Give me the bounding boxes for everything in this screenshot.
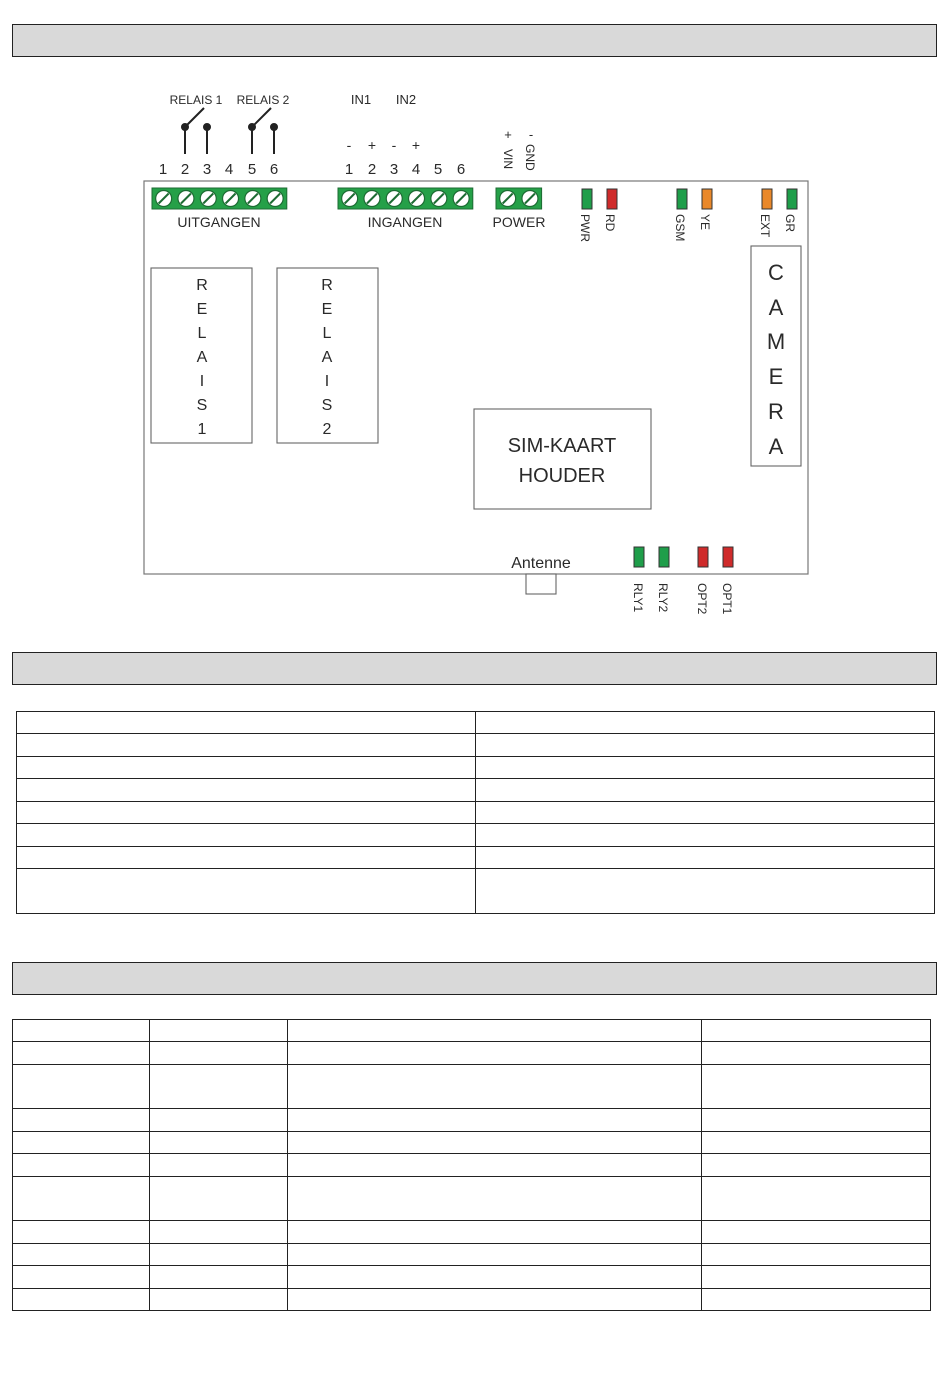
input-terminal-block [338,188,473,209]
table-cell [13,1177,150,1221]
table-cell [17,757,476,779]
camera-letter: E [768,364,784,389]
table-row [13,1177,931,1221]
power-pin-vin: VIN [501,149,515,170]
table-cell [13,1042,150,1065]
terminal-screw [431,191,447,207]
led-gr-light [787,189,797,209]
led-gsm-label: GSM [673,214,687,242]
table-cell [288,1289,702,1311]
power-polarity-minus: - [528,127,534,142]
table-cell [150,1221,288,1244]
terminal-screw [245,191,261,207]
table-cell [13,1266,150,1289]
table-cell [150,1065,288,1109]
led-opt1-light [723,547,733,567]
input-polarity: - [391,137,397,153]
relais-2-letter: A [321,349,333,366]
power-polarity-plus: + [504,127,512,142]
led-pwr-label: PWR [578,214,592,242]
table-row [13,1266,931,1289]
terminal-screw [453,191,469,207]
table-cell [150,1020,288,1042]
table-cell [288,1065,702,1109]
table-cell [288,1244,702,1266]
table-cell [13,1154,150,1177]
table-cell [288,1266,702,1289]
table-cell [17,712,476,734]
output-terminal-numbers [159,161,278,178]
relais-2-letter: E [321,301,333,318]
table-cell [476,869,935,914]
led-rly2-light [659,547,669,567]
input-terminal-number: 3 [389,161,399,178]
table-cell [150,1244,288,1266]
led-gsm-light [677,189,687,209]
table-cell [702,1109,931,1132]
relais-1-letter: L [197,325,207,342]
table-row [13,1065,931,1109]
in1-label: IN1 [350,92,372,107]
table-cell [702,1065,931,1109]
camera-letter: R [768,399,784,424]
table-cell [476,824,935,847]
led-rly1-label: RLY1 [631,583,645,613]
table-cell [476,779,935,802]
table-cell [476,802,935,824]
terminal-screw [178,191,194,207]
antenna-label: Antenne [511,555,571,572]
table-cell [17,847,476,869]
table-row [13,1109,931,1132]
board-outline [144,181,808,574]
terminal-screw [409,191,425,207]
led-rly1-light [634,547,644,567]
output-terminal-number: 4 [224,161,234,178]
table-cell [702,1020,931,1042]
table-cell [13,1132,150,1154]
terminal-screw [500,191,516,207]
led-rly2-label: RLY2 [656,583,670,613]
table-cell [150,1109,288,1132]
table-cell [476,734,935,757]
table-cell [150,1042,288,1065]
table-cell [13,1244,150,1266]
table-row [13,1221,931,1244]
power-group-label: POWER [492,214,546,230]
led-gr-label: GR [783,214,797,232]
table-cell [702,1042,931,1065]
relais-2-letter: I [324,373,330,390]
table-row [17,847,935,869]
table-row [13,1042,931,1065]
table-cell [702,1289,931,1311]
relais-2-letter: 2 [322,421,332,438]
relais-1-label: RELAIS 1 [169,93,223,107]
table-cell [17,824,476,847]
terminal-screw [386,191,402,207]
section-header-band-2 [12,652,937,685]
input-polarity: + [367,137,377,153]
table-cell [288,1154,702,1177]
led-ext-light [762,189,772,209]
output-terminal-number: 5 [247,161,257,178]
output-terminal-number: 3 [202,161,212,178]
led-ye-light [702,189,712,209]
output-terminal-block [152,188,287,209]
table-cell [702,1221,931,1244]
table-cell [150,1177,288,1221]
table-cell [702,1244,931,1266]
relais-1-letter: A [196,349,208,366]
input-terminal-number: 1 [344,161,354,178]
led-opt2-label: OPT2 [695,583,709,615]
inputs-group-label: INGANGEN [367,214,443,230]
relais-1-letter: E [196,301,208,318]
relais-2-box-text [321,277,333,438]
table-row [17,824,935,847]
board-diagram [0,0,950,640]
input-terminal-number: 4 [411,161,421,178]
input-terminal-numbers [345,161,465,178]
relais-1-letter: I [199,373,205,390]
relais-2-label: RELAIS 2 [236,93,290,107]
table-cell [288,1020,702,1042]
led-rd-label: RD [603,214,617,232]
terminal-screw [223,191,239,207]
table-cell [13,1020,150,1042]
table-row [17,779,935,802]
relay-1-contact-symbol [182,108,210,154]
table-cell [17,779,476,802]
relais-2-letter: S [321,397,333,414]
table-cell [288,1042,702,1065]
led-ye-label: YE [698,214,712,231]
table-cell [13,1065,150,1109]
table-cell [17,802,476,824]
input-polarity-signs [347,137,420,153]
table-row [13,1132,931,1154]
camera-letter: M [766,329,786,354]
output-terminal-number: 6 [269,161,279,178]
table-row [13,1244,931,1266]
table-cell [288,1221,702,1244]
table-cell [476,712,935,734]
sim-holder-line-1: SIM-KAART [507,435,617,457]
input-terminal-number: 6 [456,161,466,178]
table-2 [12,1019,931,1311]
table-row [13,1154,931,1177]
relay-2-contact-symbol [249,108,277,154]
relais-1-letter: 1 [197,421,207,438]
table-row [17,869,935,914]
terminal-screw [156,191,172,207]
relais-2-letter: R [321,277,333,294]
table-row [17,712,935,734]
led-opt2-light [698,547,708,567]
led-rd-light [607,189,617,209]
table-cell [150,1154,288,1177]
sim-holder-line-2: HOUDER [518,465,606,487]
table-cell [476,757,935,779]
table-cell [13,1289,150,1311]
section-header-band-3 [12,962,937,995]
table-cell [150,1289,288,1311]
table-cell [13,1109,150,1132]
antenna-connector [526,574,556,594]
table-cell [288,1109,702,1132]
led-ext-label: EXT [758,214,772,238]
terminal-screw [522,191,538,207]
in2-label: IN2 [395,92,417,107]
terminal-screw [267,191,283,207]
table-cell [702,1177,931,1221]
camera-letter: A [768,295,784,320]
input-polarity: - [346,137,352,153]
relais-2-letter: L [322,325,332,342]
power-terminal-block [496,188,542,209]
table-cell [702,1154,931,1177]
table-cell [150,1132,288,1154]
terminal-screw [364,191,380,207]
table-row [17,734,935,757]
terminal-screw [342,191,358,207]
camera-letter: A [768,434,784,459]
table-row [17,757,935,779]
power-pin-gnd: GND [523,144,537,171]
table-cell [476,847,935,869]
table-cell [702,1132,931,1154]
relais-1-letter: S [196,397,208,414]
output-terminal-number: 1 [158,161,168,178]
input-terminal-number: 5 [433,161,443,178]
output-terminal-number: 2 [180,161,190,178]
relais-1-letter: R [196,277,208,294]
relais-1-box-text [196,277,208,438]
led-pwr-light [582,189,592,209]
table-row [13,1020,931,1042]
table-row [17,802,935,824]
table-cell [150,1266,288,1289]
table-cell [13,1221,150,1244]
table-cell [288,1177,702,1221]
led-opt1-label: OPT1 [720,583,734,615]
table-cell [17,869,476,914]
camera-letter: C [768,260,784,285]
table-cell [702,1266,931,1289]
outputs-group-label: UITGANGEN [177,214,261,230]
table-cell [288,1132,702,1154]
input-terminal-number: 2 [367,161,377,178]
input-polarity: + [411,137,421,153]
table-row [13,1289,931,1311]
table-cell [17,734,476,757]
table-1 [16,711,935,914]
terminal-screw [200,191,216,207]
